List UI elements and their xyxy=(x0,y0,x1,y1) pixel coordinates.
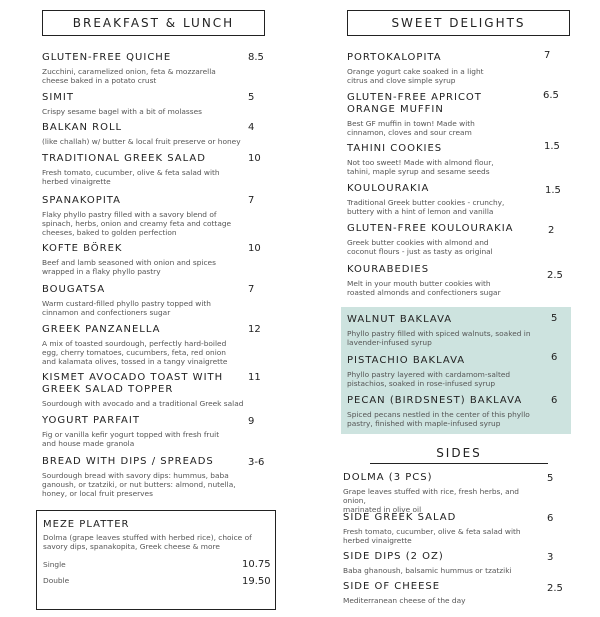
menu-item-walnut-baklava xyxy=(347,314,542,347)
double-price: 19.50 xyxy=(242,576,271,587)
item-description: Fresh tomato, cucumber, olive & feta salad with herbed vinaigrette xyxy=(42,168,220,187)
item-price: 11 xyxy=(248,372,261,383)
item-price: 5 xyxy=(547,473,554,484)
item-price: 3 xyxy=(547,552,554,563)
item-price: 2.5 xyxy=(547,270,563,281)
item-name: KOURABEDIES xyxy=(347,264,430,275)
item-name: GLUTEN-FREE KOULOURAKIA xyxy=(347,223,514,234)
single-price: 10.75 xyxy=(242,559,271,570)
item-price: 9 xyxy=(248,416,255,427)
item-description: Traditional Greek butter cookies - crunchy, buttery with a hint of lemon and vanilla xyxy=(347,198,505,217)
item-price: 7 xyxy=(544,50,551,61)
item-description: A mix of toasted sourdough, perfectly hard-boiled egg, cherry tomatoes, cucumbers, feta, red onion and kalamata olives, tossed in a tangy vinaigrette xyxy=(42,339,228,367)
item-description: Mediterranean cheese of the day xyxy=(343,596,466,605)
item-description: Baba ghanoush, balsamic hummus or tzatziki xyxy=(343,566,512,575)
item-price: 2 xyxy=(548,225,555,236)
single-label: Single xyxy=(43,560,66,569)
breakfast-lunch-header: BREAKFAST & LUNCH xyxy=(42,10,265,36)
item-description: Greek butter cookies with almond and coconut flours - just as tasty as original xyxy=(347,238,493,257)
item-name: GLUTEN-FREE APRICOT ORANGE MUFFIN xyxy=(347,92,482,115)
item-price: 6.5 xyxy=(543,90,559,101)
item-description: Melt in your mouth butter cookies with roasted almonds and confectioners sugar xyxy=(347,279,501,298)
sides-header: SIDES xyxy=(436,446,482,460)
item-name: GREEK PANZANELLA xyxy=(42,324,161,335)
item-price: 2.5 xyxy=(547,583,563,594)
item-price: 4 xyxy=(248,122,255,133)
item-description: Sourdough bread with savory dips: hummus, baba ganoush, or tzatziki, or nut butters: almond, nutella, honey, or local fruit preserves xyxy=(42,471,236,499)
item-name: BOUGATSA xyxy=(42,284,106,295)
item-description: Flaky phyllo pastry filled with a savory blend of spinach, herbs, onion and creamy feta and cottage cheeses, baked to golden perfection xyxy=(42,210,232,238)
item-description: Grape leaves stuffed with rice, fresh herbs, and onion, marinated in olive oil xyxy=(343,487,519,515)
item-description: (like challah) w/ butter & local fruit preserve or honey xyxy=(42,137,241,146)
item-name: SIDE DIPS (2 OZ) xyxy=(343,551,444,562)
item-name: PECAN (BIRDSNEST) BAKLAVA xyxy=(347,395,523,406)
item-description: Warm custard-filled phyllo pastry topped with cinnamon and confectioners sugar xyxy=(42,299,211,318)
item-price: 5 xyxy=(551,313,558,324)
menu-item-spanakopita xyxy=(42,195,242,238)
menu-item-simit xyxy=(42,92,242,116)
item-name: BALKAN ROLL xyxy=(42,122,123,133)
item-description: Spiced pecans nestled in the center of this phyllo pastry, finished with maple-infused syrup xyxy=(347,410,530,429)
item-name: WALNUT BAKLAVA xyxy=(347,314,453,325)
item-description: Fresh tomato, cucumber, olive & feta salad with herbed vinaigrette xyxy=(343,527,521,546)
item-name: TRADITIONAL GREEK SALAD xyxy=(42,153,206,164)
menu-item-portokalopita xyxy=(347,52,527,85)
item-description: Phyllo pastry filled with spiced walnuts, soaked in lavender-infused syrup xyxy=(347,329,531,348)
sides-underline xyxy=(370,463,548,464)
menu-item-kourabedies xyxy=(347,264,527,297)
menu-item-gf-koulourakia xyxy=(347,223,527,256)
menu-item-bread-with-dips xyxy=(42,456,242,499)
item-name: SIDE OF CHEESE xyxy=(343,581,441,592)
item-price: 7 xyxy=(248,284,255,295)
item-name: SIMIT xyxy=(42,92,74,103)
item-name: TAHINI COOKIES xyxy=(347,143,443,154)
item-description: Fig or vanilla kefir yogurt topped with fresh fruit and house made granola xyxy=(42,430,220,449)
item-description: Sourdough with avocado and a traditional Greek salad xyxy=(42,399,244,408)
item-price: 10 xyxy=(248,243,261,254)
item-name: SIDE GREEK SALAD xyxy=(343,512,457,523)
item-name: MEZE PLATTER xyxy=(43,519,130,530)
sweet-delights-header: SWEET DELIGHTS xyxy=(347,10,570,36)
item-description: Not too sweet! Made with almond flour, tahini, maple syrup and sesame seeds xyxy=(347,158,494,177)
menu-item-pecan-baklava xyxy=(347,395,542,428)
item-price: 6 xyxy=(551,352,558,363)
menu-item-yogurt-parfait xyxy=(42,415,242,448)
item-name: KOFTE BÖREK xyxy=(42,243,123,254)
item-description: Crispy sesame bagel with a bit of molasses xyxy=(42,107,203,116)
item-name: PORTOKALOPITA xyxy=(347,52,442,63)
menu-item-gf-apricot-orange-muffin xyxy=(347,92,527,137)
menu-item-side-dips xyxy=(343,551,543,575)
item-price: 8.5 xyxy=(248,52,264,63)
double-label: Double xyxy=(43,576,70,585)
item-price: 3-6 xyxy=(248,457,265,468)
item-description: Orange yogurt cake soaked in a light citrus and clove simple syrup xyxy=(347,67,484,86)
menu-item-dolma xyxy=(343,472,543,515)
item-price: 5 xyxy=(248,92,255,103)
item-description: Zucchini, caramelized onion, feta & mozzarella cheese baked in a potato crust xyxy=(42,67,216,86)
item-name: KISMET AVOCADO TOAST WITH GREEK SALAD TOPPER xyxy=(42,372,224,395)
menu-item-side-of-cheese xyxy=(343,581,543,605)
menu-item-traditional-greek-salad xyxy=(42,153,242,186)
item-name: KOULOURAKIA xyxy=(347,183,430,194)
meze-platter-box xyxy=(36,510,276,610)
item-description: Dolma (grape leaves stuffed with herbed rice), choice of savory dips, spanakopita, Greek cheese & more xyxy=(43,533,252,552)
menu-item-kofte-borek xyxy=(42,243,242,276)
menu-item-side-greek-salad xyxy=(343,512,543,545)
menu-item-gluten-free-quiche xyxy=(42,52,242,85)
item-description: Phyllo pastry layered with cardamom-salted pistachios, soaked in rose-infused syrup xyxy=(347,370,511,389)
item-price: 1.5 xyxy=(545,185,561,196)
item-price: 1.5 xyxy=(544,141,560,152)
menu-item-greek-panzanella xyxy=(42,324,242,367)
item-name: DOLMA (3 PCS) xyxy=(343,472,433,483)
menu-item-balkan-roll xyxy=(42,122,247,146)
item-name: SPANAKOPITA xyxy=(42,195,121,206)
menu-item-kismet-avocado-toast xyxy=(42,372,247,408)
item-name: BREAD WITH DIPS / SPREADS xyxy=(42,456,214,467)
item-name: GLUTEN-FREE QUICHE xyxy=(42,52,172,63)
menu-item-tahini-cookies xyxy=(347,143,527,176)
item-name: PISTACHIO BAKLAVA xyxy=(347,355,466,366)
item-description: Beef and lamb seasoned with onion and spices wrapped in a flaky phyllo pastry xyxy=(42,258,216,277)
menu-item-bougatsa xyxy=(42,284,242,317)
item-name: YOGURT PARFAIT xyxy=(42,415,140,426)
item-price: 7 xyxy=(248,195,255,206)
item-price: 6 xyxy=(547,513,554,524)
menu-item-koulourakia xyxy=(347,183,527,216)
menu-item-pistachio-baklava xyxy=(347,355,542,388)
item-price: 12 xyxy=(248,324,261,335)
item-price: 6 xyxy=(551,395,558,406)
item-price: 10 xyxy=(248,153,261,164)
item-description: Best GF muffin in town! Made with cinnamon, cloves and sour cream xyxy=(347,119,475,138)
